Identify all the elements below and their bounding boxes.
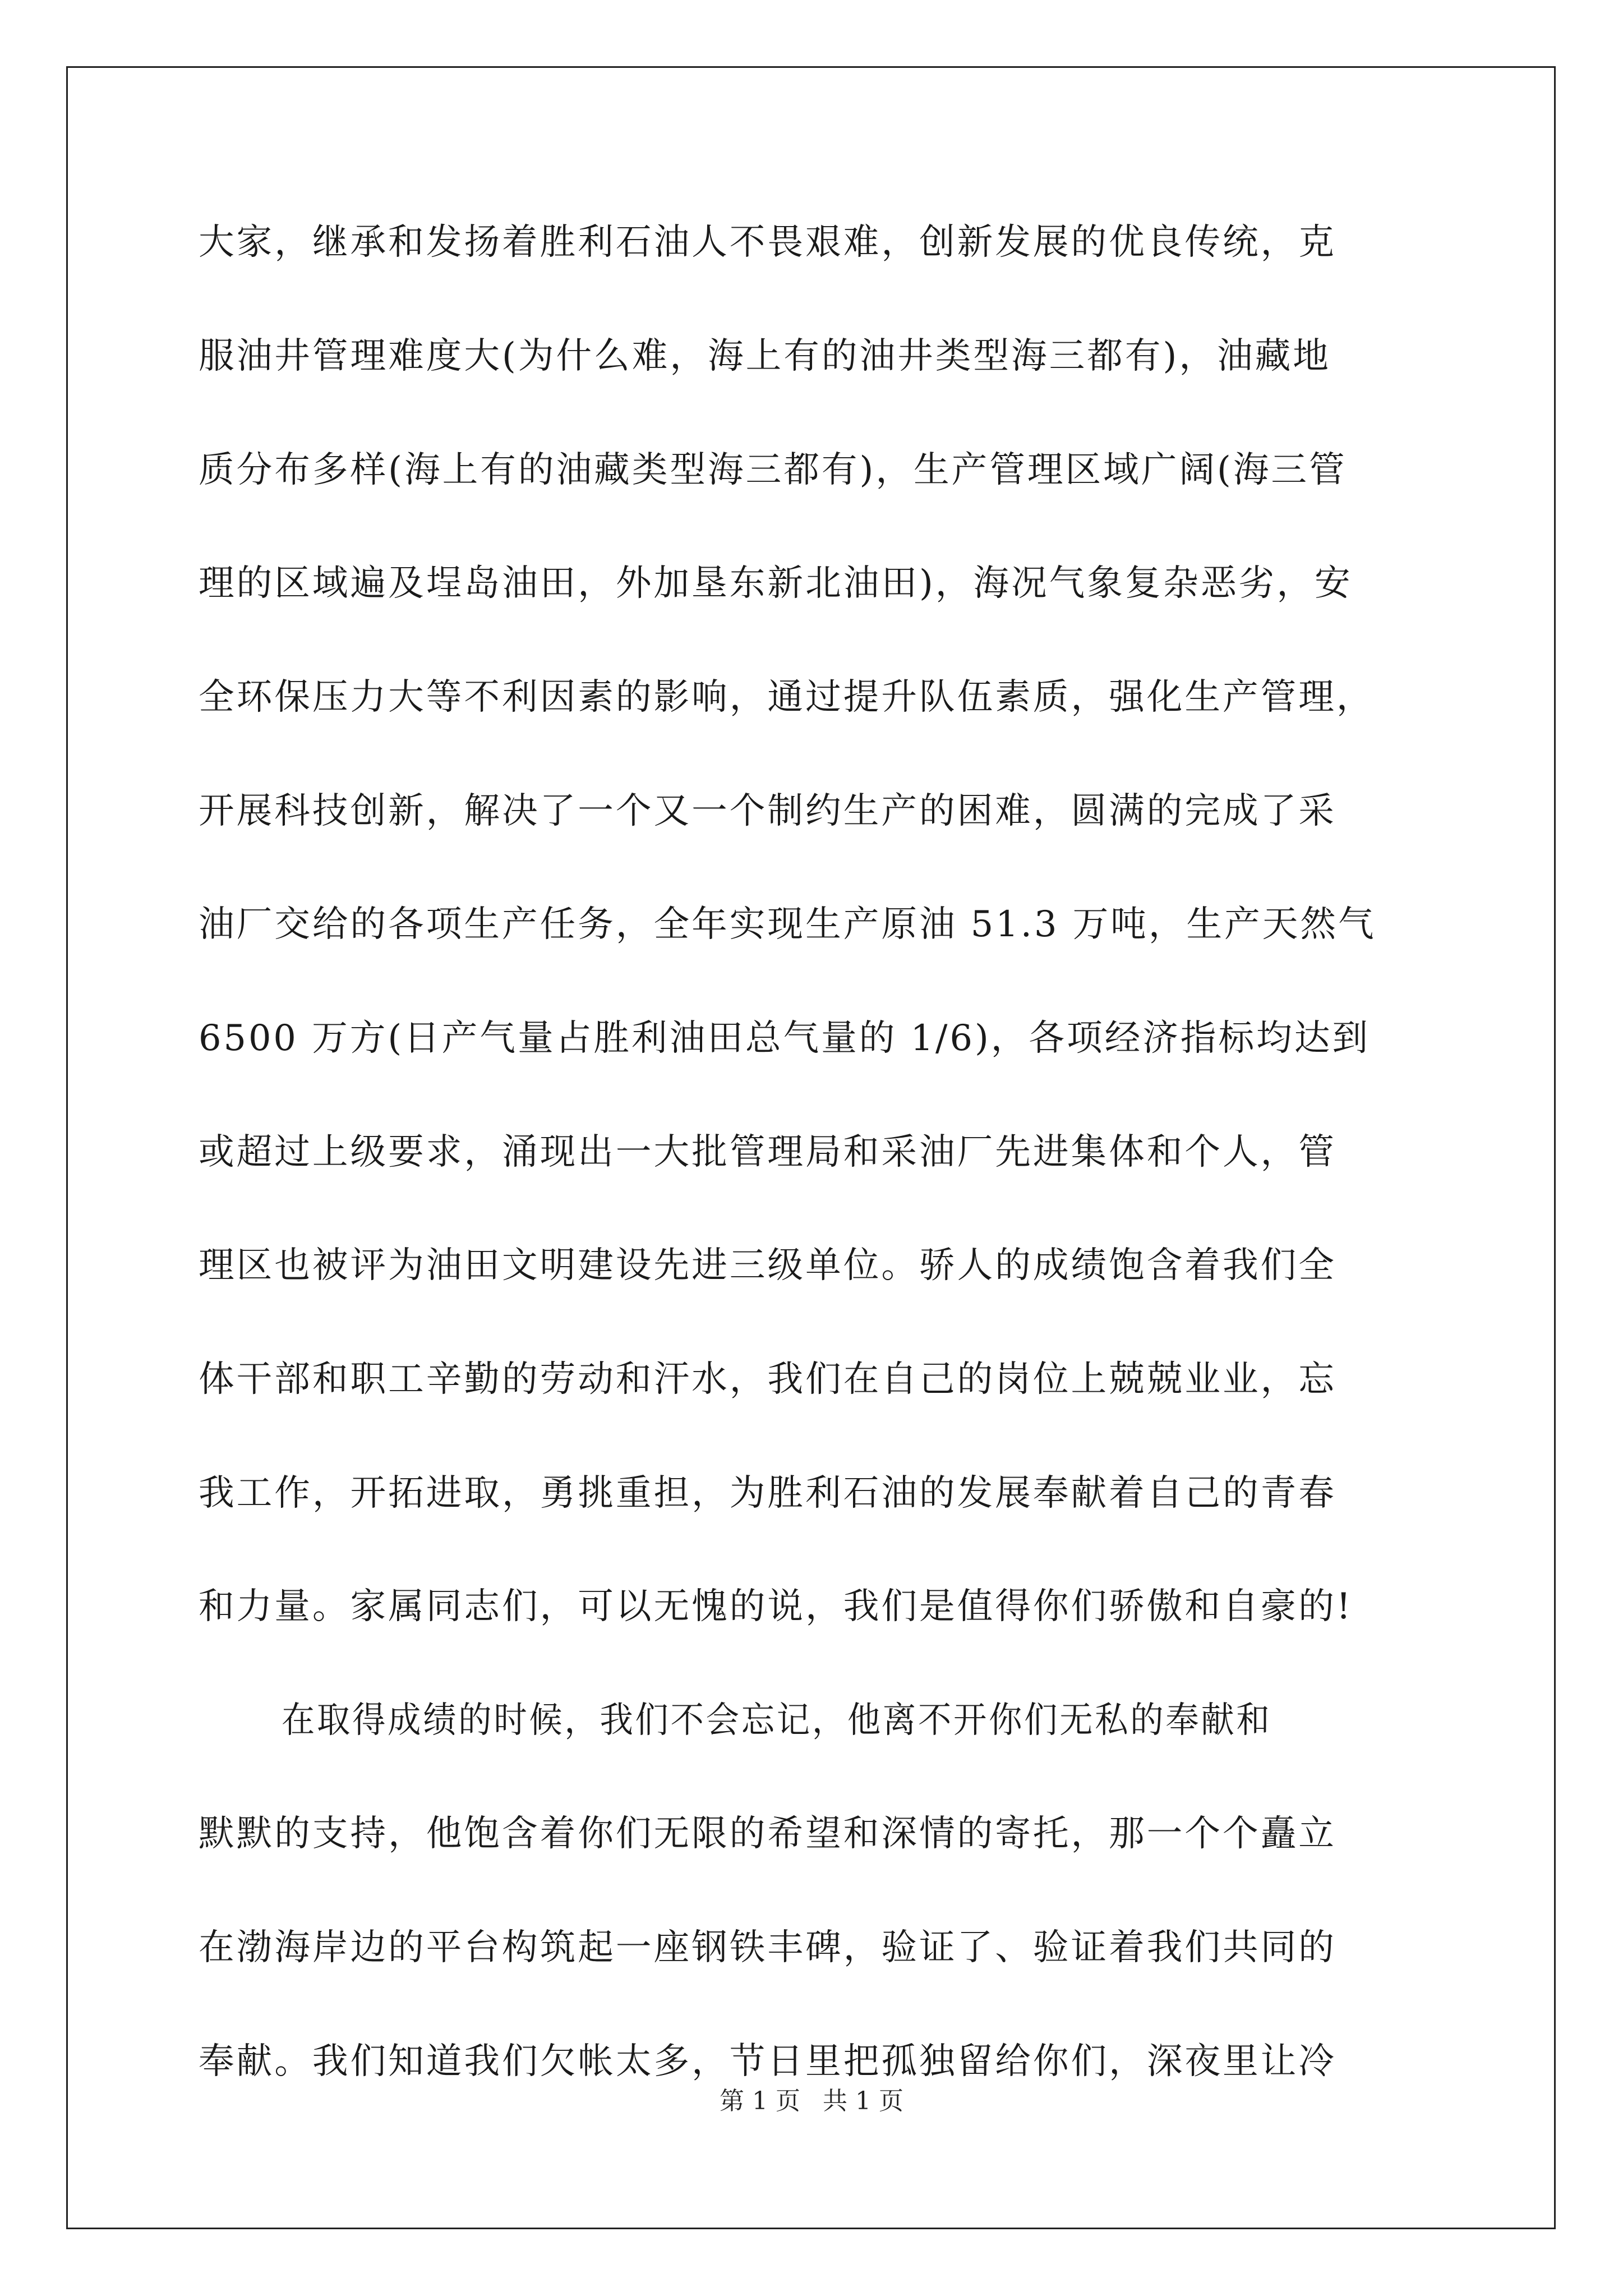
text-line-5: 全环保压力大等不利因素的影响，通过提升队伍素质，强化生产管理，	[199, 677, 1375, 718]
page-total: 共 1 页	[823, 2087, 903, 2115]
text-line-17: 奉献。我们知道我们欠帐太多，节日里把孤独留给你们，深夜里让冷	[199, 2041, 1336, 2082]
text-line-15: 默默的支持，他饱含着你们无限的希望和深情的寄托，那一个个矗立	[199, 1813, 1336, 1855]
text-line-16: 在渤海岸边的平台构筑起一座钢铁丰碑，验证了、验证着我们共同的	[199, 1927, 1336, 1968]
text-line-1: 大家，继承和发扬着胜利石油人不畏艰难，创新发展的优良传统，克	[199, 222, 1336, 263]
text-line-3: 质分布多样(海上有的油藏类型海三都有)，生产管理区域广阔(海三管	[199, 449, 1347, 491]
text-line-6: 开展科技创新，解决了一个又一个制约生产的困难，圆满的完成了采	[199, 790, 1336, 832]
text-line-12: 我工作，开拓进取，勇挑重担，为胜利石油的发展奉献着自己的青春	[199, 1473, 1336, 1514]
page-footer	[0, 2086, 1623, 2117]
text-line-7: 油厂交给的各项生产任务，全年实现生产原油 51.3 万吨，生产天然气	[199, 904, 1376, 945]
text-line-14: 在取得成绩的时候，我们不会忘记，他离不开你们无私的奉献和	[282, 1700, 1272, 1741]
text-line-13: 和力量。家属同志们，可以无愧的说，我们是值得你们骄傲和自豪的!	[199, 1586, 1353, 1627]
text-line-11: 体干部和职工辛勤的劳动和汗水，我们在自己的岗位上兢兢业业，忘	[199, 1359, 1336, 1400]
text-line-2: 服油井管理难度大(为什么难，海上有的油井类型海三都有)，油藏地	[199, 335, 1331, 377]
text-line-8: 6500 万方(日产气量占胜利油田总气量的 1/6)，各项经济指标均达到	[199, 1018, 1371, 1059]
text-line-10: 理区也被评为油田文明建设先进三级单位。骄人的成绩饱含着我们全	[199, 1245, 1336, 1286]
text-line-9: 或超过上级要求，涌现出一大批管理局和采油厂先进集体和个人，管	[199, 1131, 1336, 1173]
page-number: 第 1 页	[720, 2087, 800, 2115]
text-line-4: 理的区域遍及埕岛油田，外加垦东新北油田)，海况气象复杂恶劣，安	[199, 563, 1353, 604]
